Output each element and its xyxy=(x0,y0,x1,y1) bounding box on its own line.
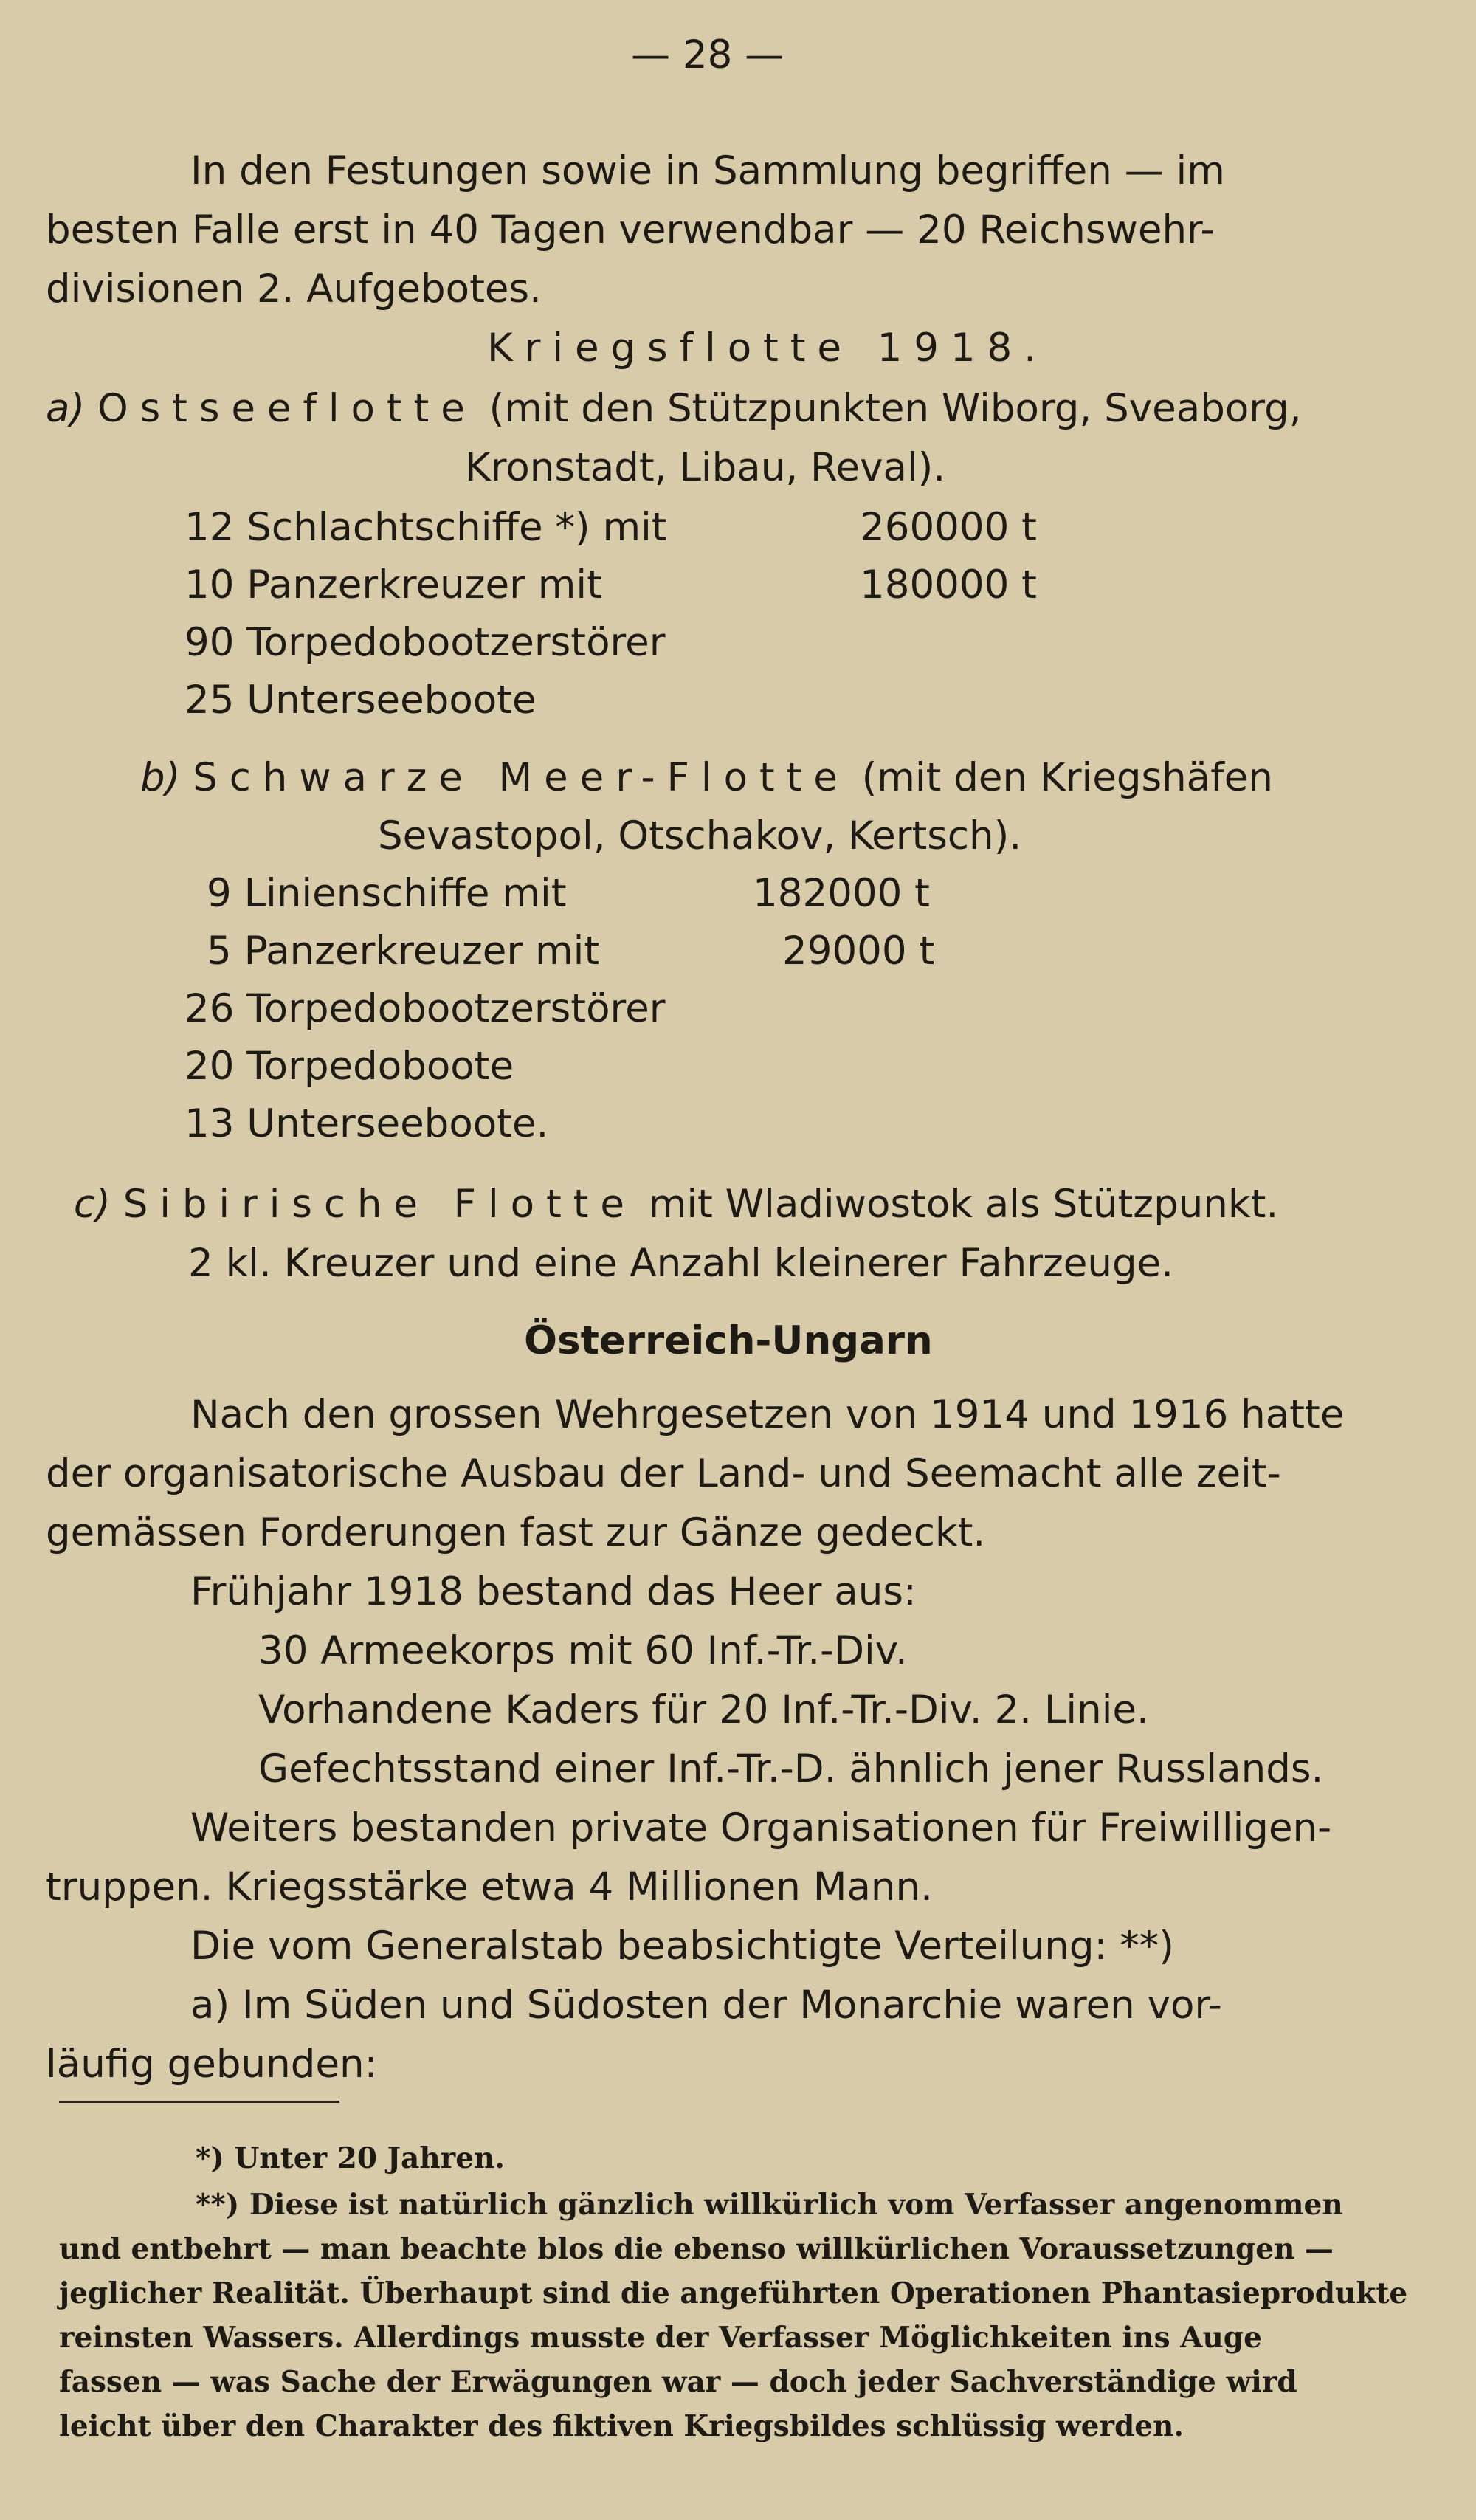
fleet-b-name: Schwarze Meer-Flotte xyxy=(193,755,849,800)
fleet-a-item-1-label: 12 Schlachtschiffe *) mit xyxy=(184,505,667,550)
austria-line-3: gemässen Forderungen fast zur Gänze gedeckt. xyxy=(46,1510,986,1555)
austria-line-9: truppen. Kriegsstärke etwa 4 Millionen Mann. xyxy=(46,1865,933,1910)
fleet-c-cont: 2 kl. Kreuzer und eine Anzahl kleinerer Fahrzeuge. xyxy=(188,1241,1174,1286)
fleet-a-name: Ostseeflotte xyxy=(97,386,477,431)
footnote-5: reinsten Wassers. Allerdings musste der Verfasser Möglichkeiten ins Auge xyxy=(59,2321,1262,2355)
fleet-b-item-3-label: 26 Torpedobootzerstörer xyxy=(184,986,666,1031)
fleet-b-marker: b) xyxy=(140,755,181,800)
fleet-b-item-1-value: 182000 t xyxy=(753,871,930,916)
austria-line-4: Frühjahr 1918 bestand das Heer aus: xyxy=(190,1569,917,1614)
fleet-a-marker: a) xyxy=(46,386,86,431)
fleet-c-rest: mit Wladiwostok als Stützpunkt. xyxy=(648,1182,1279,1227)
footnote-1: *) Unter 20 Jahren. xyxy=(196,2141,505,2175)
footnote-3: und entbehrt — man beachte blos die ebenso willkürlichen Voraussetzungen — xyxy=(59,2232,1334,2266)
footnote-2: **) Diese ist natürlich gänzlich willkürlich vom Verfasser angenommen xyxy=(196,2188,1343,2222)
fleet-b-item-2-value: 29000 t xyxy=(782,929,935,974)
fleet-title: Kriegsflotte 1918. xyxy=(487,326,1048,371)
austria-line-7: Gefechtsstand einer Inf.-Tr.-D. ähnlich jener Russlands. xyxy=(258,1746,1324,1791)
footnote-4: jeglicher Realität. Überhaupt sind die angeführten Operationen Phantasieprodukte xyxy=(59,2276,1408,2310)
fleet-a-item-3-label: 90 Torpedobootzerstörer xyxy=(184,620,666,665)
fleet-a-line xyxy=(46,386,1302,431)
fleet-a-cont: Kronstadt, Libau, Reval). xyxy=(465,445,946,490)
page-number: — 28 — xyxy=(631,32,784,78)
fleet-a-item-1-value: 260000 t xyxy=(860,505,1037,550)
austria-line-10: Die vom Generalstab beabsichtigte Verteilung: **) xyxy=(190,1924,1174,1969)
fleet-c-line xyxy=(74,1182,1279,1227)
fleet-b-cont: Sevastopol, Otschakov, Kertsch). xyxy=(378,813,1022,858)
austria-line-6: Vorhandene Kaders für 20 Inf.-Tr.-Div. 2. Linie. xyxy=(258,1687,1149,1732)
fleet-a-item-2-label: 10 Panzerkreuzer mit xyxy=(184,562,602,607)
austria-line-2: der organisatorische Ausbau der Land- und Seemacht alle zeit- xyxy=(46,1451,1281,1496)
austria-line-12: läufig gebunden: xyxy=(46,2042,378,2087)
fleet-a-rest: (mit den Stützpunkten Wiborg, Sveaborg, xyxy=(489,386,1302,431)
austria-line-11: a) Im Süden und Südosten der Monarchie waren vor- xyxy=(190,1983,1222,2028)
intro-line-2: besten Falle erst in 40 Tagen verwendbar — 20 Reichswehr- xyxy=(46,207,1215,252)
fleet-a-item-4-label: 25 Unterseeboote xyxy=(184,678,537,723)
fleet-b-item-5-label: 13 Unterseeboote. xyxy=(184,1101,549,1146)
section-heading: Österreich-Ungarn xyxy=(524,1318,933,1363)
fleet-b-item-2-label: 5 Panzerkreuzer mit xyxy=(207,929,600,974)
austria-line-5: 30 Armeekorps mit 60 Inf.-Tr.-Div. xyxy=(258,1628,908,1673)
fleet-b-item-4-label: 20 Torpedoboote xyxy=(184,1044,514,1089)
footnote-rule xyxy=(59,2101,339,2103)
fleet-a-item-2-value: 180000 t xyxy=(860,562,1037,607)
fleet-c-name: Sibirische Flotte xyxy=(123,1182,636,1227)
intro-line-3: divisionen 2. Aufgebotes. xyxy=(46,266,542,311)
footnote-7: leicht über den Charakter des fiktiven Kriegsbildes schlüssig werden. xyxy=(59,2409,1184,2443)
austria-line-1: Nach den grossen Wehrgesetzen von 1914 und 1916 hatte xyxy=(190,1392,1345,1437)
fleet-b-rest: (mit den Kriegshäfen xyxy=(861,755,1273,800)
austria-line-8: Weiters bestanden private Organisationen für Freiwilligen- xyxy=(190,1805,1332,1851)
fleet-b-line xyxy=(140,755,1273,800)
fleet-b-item-1-label: 9 Linienschiffe mit xyxy=(207,871,567,916)
fleet-c-marker: c) xyxy=(74,1182,111,1227)
footnote-6: fassen — was Sache der Erwägungen war — doch jeder Sachverständige wird xyxy=(59,2365,1297,2399)
intro-line-1: In den Festungen sowie in Sammlung begriffen — im xyxy=(190,148,1225,193)
